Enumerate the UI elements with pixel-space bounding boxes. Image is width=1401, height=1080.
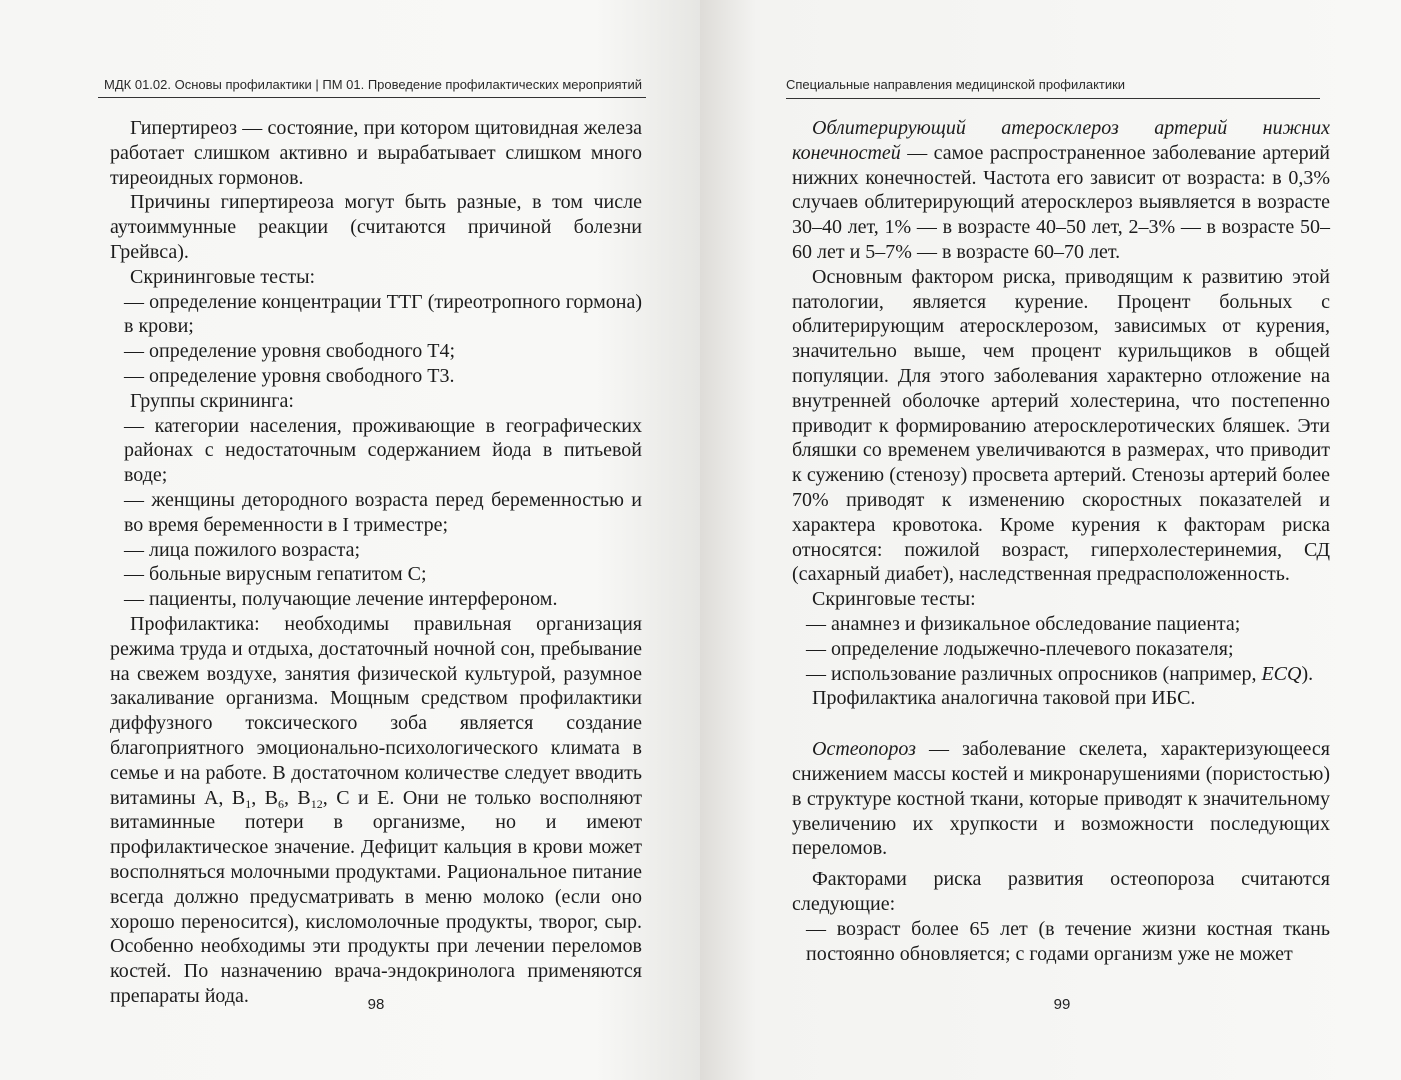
list-item: — категории населения, проживающие в географических районах с недостаточным содержанием йода в питьевой воде; — [124, 414, 642, 487]
running-header-right: Специальные направления медицинской профилактики — [786, 72, 1320, 99]
list-item: — возраст более 65 лет (в течение жизни костная ткань постоянно обновляется; с годами организм уже не может — [806, 917, 1330, 965]
paragraph: Профилактика аналогична таковой при ИБС. — [812, 687, 1196, 710]
paragraph: Причины гипертиреоза могут быть разные, в том числе аутоиммунные реакции (считаются причиной болезни Грейвса). — [110, 191, 642, 263]
subscript: 6 — [277, 796, 284, 811]
paragraph: Факторами риска развития остеопороза считаются следующие: — [792, 868, 1330, 915]
list-item — [792, 662, 1330, 687]
text-run: — самое распространенное заболевание артерий нижних конечностей. Частота его зависит от возраста: в 0,3% случаев облитерирующий атеросклероз выявляется в возрасте 30–40 лет, 1% — в возрасте 40–50 лет, 2–3% — в возрасте 50–60 лет и 5–7% — в возрасте 60–70 лет. — [792, 141, 1330, 263]
page-number-left: 98 — [367, 996, 385, 1013]
list-item: — анамнез и физикальное обследование пациента; — [806, 612, 1241, 635]
paragraph: Гипертиреоз — состояние, при котором щитовидная железа работает слишком активно и вырабатывает слишком много тиреоидных гормонов. — [110, 117, 642, 189]
text-run: — заболевание скелета, характеризующееся снижением массы костей и микронарушениями (пористостью) в структуре костной ткани, которые приводят к значительному увеличению их хрупкости и возможности последующих переломов. — [792, 738, 1330, 860]
list-item: — определение уровня свободного Т3. — [124, 364, 455, 387]
text-run: ). — [1301, 662, 1314, 685]
text-run: , С и Е. Они не только восполняют витаминные потери в организме, но и имеют профилактическое значение. Дефицит кальция в крови может восполняться молочными продуктами. Рациональное питание всегда должно предусматривать в меню молоко (если оно хорошо переносится), кисломолочные продукты, творог, сыр. Особенно необходимы эти продукты при лечении переломов костей. По назначению врача-эндокринолога применяются препараты йода. — [110, 786, 643, 1007]
paragraph: Скринговые тесты: — [812, 588, 976, 611]
subscript: 1 — [245, 796, 252, 811]
paragraph: Группы скрининга: — [130, 389, 294, 412]
term-italic: Облитерирующий атеросклероз артерий нижних конечностей — [792, 117, 1330, 164]
text-run: , В — [251, 786, 278, 809]
list-item: — определение лодыжечно-плечевого показателя; — [806, 637, 1234, 660]
term-italic: Остеопороз — [812, 738, 916, 761]
subscript: 12 — [310, 796, 323, 811]
list-item: — лица пожилого возраста; — [124, 538, 361, 561]
text-run: , В — [283, 786, 311, 809]
paragraph-atherosclerosis — [792, 116, 1330, 265]
page-number-right: 99 — [1053, 996, 1071, 1013]
text-run: — использование различных опросников (например, — [806, 662, 1262, 685]
running-header-left: МДК 01.02. Основы профилактики | ПМ 01. Проведение профилактических мероприятий — [98, 72, 646, 98]
left-page-body — [110, 116, 642, 1009]
list-item: — пациенты, получающие лечение интерфероном. — [124, 588, 558, 611]
term-italic: ECQ — [1261, 662, 1302, 685]
right-page — [700, 0, 1401, 1080]
paragraph: Скрининговые тесты: — [130, 265, 316, 288]
list-item: — определение уровня свободного Т4; — [124, 340, 455, 363]
left-page — [0, 0, 700, 1080]
text-run: Профилактика: необходимы правильная организация режима труда и отдыха, достаточный ночной сон, пребывание на свежем воздухе, занятия физической культурой, разумное закаливание организма. Мощным средством профилактики диффузного токсического зоба является создание благоприятного эмоционально-психологического климата в семье и на работе. В достаточном количестве следует вводить витамины А, В — [110, 612, 642, 809]
right-page-body — [792, 116, 1330, 966]
list-item: — женщины детородного возраста перед беременностью и во время беременности в I триместре; — [124, 488, 642, 536]
list-item: — больные вирусным гепатитом С; — [124, 563, 427, 586]
paragraph-prophylaxis — [110, 612, 642, 1009]
paragraph-osteoporosis — [792, 737, 1330, 861]
list-item: — определение концентрации ТТГ (тиреотропного гормона) в крови; — [124, 290, 642, 338]
paragraph: Основным фактором риска, приводящим к развитию этой патологии, является курение. Процент больных с облитерирующим атеросклерозом, зависимых от курения, значительно выше, чем процент курильщиков в общей популяции. Для этого заболевания характерно отложение на внутренней оболочке артерий холестерина, что постепенно приводит к формированию атеросклеротических бляшек. Эти бляшки со временем увеличиваются в размерах, что приводит к сужению (стенозу) просвета артерий. Стенозы артерий более 70% приводят к изменению скоростных показателей и характера кровотока. Кроме курения к факторам риска относятся: пожилой возраст, гиперхолестеринемия, СД (сахарный диабет), наследственная предрасположенность. — [792, 265, 1330, 586]
